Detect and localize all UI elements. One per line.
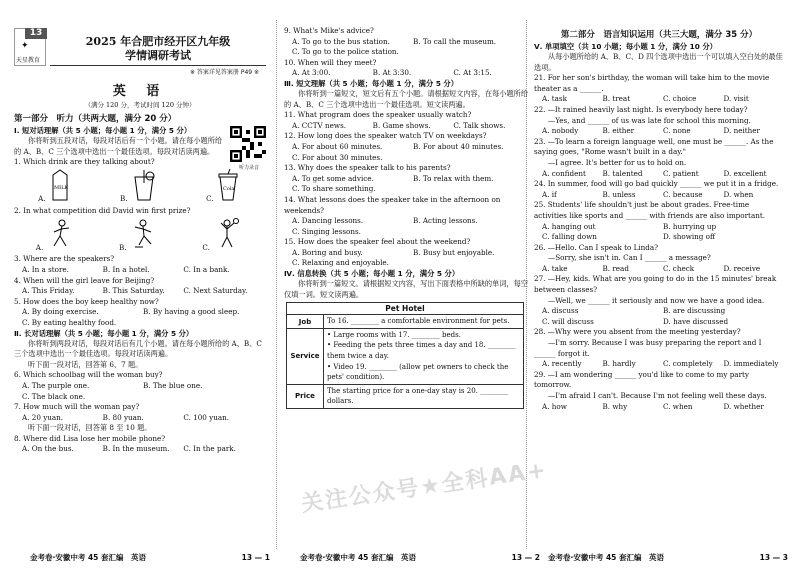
question-29: 29. —I am wondering ______ you'd like to come to my party tomorrow. <box>534 369 749 390</box>
part1-heading: 第一部分 听力（共两大题，满分 20 分） <box>14 114 177 124</box>
exam-header <box>14 28 266 66</box>
question-21-options: A. task B. treat C. choice D. visit <box>542 94 749 104</box>
question-11: 11. What program does the speaker usually watch? <box>284 110 472 120</box>
question-29-options: A. how B. why C. when D. whether <box>542 401 764 411</box>
question-11-options: A. CCTV news. B. Game shows. C. Talk shows. <box>292 120 506 130</box>
option-c-cola[interactable]: C. Cola <box>206 169 240 205</box>
pet-hotel-table <box>286 302 524 409</box>
section-5-heading: Ⅴ. 单项填空（共 10 小题；每小题 1 分，满分 10 分） <box>534 42 717 51</box>
section-2-intro: 你将听到两段对话，每段对话后有几个小题。请在每小题所给的 A、B、C 三个选项中选出一个最佳选项。每段对话读两遍。 <box>14 338 262 359</box>
question-24-options: A. if B. unless C. because D. when <box>542 189 754 199</box>
question-22-reply: —Yes, and ______ of us was late for school this morning. <box>548 115 751 125</box>
question-5-option-c: C. By eating healthy food. <box>22 317 117 327</box>
question-10: 10. When will they meet? <box>284 57 377 67</box>
question-8-options: A. On the bus. B. In the museum. C. In the park. <box>22 444 236 454</box>
juice-glass-icon <box>130 169 158 201</box>
page-number: 13 — 1 <box>241 553 270 562</box>
option-b-skating[interactable]: B. <box>119 218 159 254</box>
service-item-3[interactable]: • Video 19. ________ (allow pet owners to check the pets' condition). <box>327 362 509 382</box>
question-23: 23. —To learn a foreign language well, one must be ______. As the saying goes, "Rome wasn't built in a day." <box>534 136 774 157</box>
question-7-options: A. 20 yuan. B. 80 yuan. C. 100 yuan. <box>22 412 230 422</box>
section-4-heading: Ⅳ. 信息转换（共 5 小题；每小题 1 分，满分 5 分） <box>284 269 460 279</box>
question-8: 8. Where did Lisa lose her mobile phone? <box>14 433 166 443</box>
question-14-option-c: C. Singing lessons. <box>292 226 361 236</box>
question-5: 5. How does the boy keep healthy now? <box>14 296 159 306</box>
page-number: 13 — 3 <box>759 553 788 562</box>
question-26: 26. —Hello. Can I speak to Linda? <box>534 242 659 252</box>
question-28: 28. —Why were you absent from the meeting yesterday? <box>534 327 741 337</box>
page-number: 13 — 2 <box>511 553 540 562</box>
milk-carton-icon <box>48 169 72 201</box>
exam-title-line2: 学情调研考试 <box>125 49 191 62</box>
question-23-options: A. confident B. talented C. patient D. excellent <box>542 168 767 178</box>
table-row <box>287 328 524 384</box>
column-1 <box>14 110 264 455</box>
dialog-2-note: 听下面一段对话，回答第 8 至 10 题。 <box>28 423 152 433</box>
question-12: 12. How long does the speaker watch TV on weekdays? <box>284 131 487 141</box>
table-row <box>287 315 524 329</box>
question-9: 9. What's Mike's advice? <box>284 26 374 35</box>
exam-number-badge: 13 <box>25 28 47 39</box>
question-13-option-c: C. To share something. <box>292 184 376 194</box>
section-1-intro: 你将听到五段对话，每段对话后有一个小题。请在每小题所给的 A、B、C 三个选项中选出一个最佳选项。每段对话读两遍。 <box>14 136 223 156</box>
question-24: 24. In summer, food will go bad quickly ______ we put it in a fridge. <box>534 179 779 189</box>
page-footer: 金考卷·安徽中考 45 套汇编 英语 13 — 3 <box>548 553 788 562</box>
service-item-1[interactable]: • Large rooms with 17. ________ beds. <box>327 330 461 339</box>
cola-cup-icon <box>216 169 240 201</box>
job-cell[interactable]: To 16. ________ a comfortable environment for pets. <box>324 315 524 329</box>
brand-logo <box>14 28 46 66</box>
question-25-options-2: C. falling down D. showing off <box>542 232 716 242</box>
qr-caption: 听力录音 <box>238 165 259 171</box>
column-divider <box>276 20 277 549</box>
section-1-heading: Ⅰ. 短对话理解（共 5 小题；每小题 1 分，满分 5 分） <box>14 126 192 135</box>
option-a-running[interactable]: A. <box>36 218 76 254</box>
running-icon <box>46 218 76 250</box>
question-9-options: A. To go to the bus station. B. To call the museum. <box>292 36 497 46</box>
question-12-option-c: C. For about 30 minutes. <box>292 152 383 162</box>
question-27: 27. —Hey, kids. What are you going to do in the 15 minutes' break between classes? <box>534 274 777 295</box>
question-9-option-c: C. To go to the police station. <box>292 47 399 57</box>
question-21: 21. For her son's birthday, the woman will take him to the movie theater as a ______. <box>534 73 770 93</box>
question-4: 4. When will the girl leave for Beijing? <box>14 275 155 285</box>
price-cell[interactable]: The starting price for a one-day stay is 20. ________ dollars. <box>324 384 524 408</box>
question-25: 25. Students' life shouldn't just be about grades. Free-time activities like sports and ______ with friends are also important. <box>534 200 766 220</box>
question-3: 3. Where are the speakers? <box>14 254 115 264</box>
question-1: 1. Which drink are they talking about? <box>14 157 155 167</box>
answer-reference: ※ 答案详见答案册 P49 ※ <box>190 69 260 76</box>
section-5-intro: 从每小题所给的 A、B、C、D 四个选项中选出一个可以填入空白处的最佳选项。 <box>534 52 783 72</box>
question-12-options: A. For about 60 minutes. B. For about 40 minutes. <box>292 141 504 151</box>
question-6-options: A. The purple one. B. The blue one. <box>22 380 203 390</box>
row-label-price: Price <box>287 384 324 408</box>
question-14: 14. What lessons does the speaker take in the afternoon on weekends? <box>284 194 501 215</box>
row-label-service: Service <box>287 328 324 384</box>
service-cell <box>324 328 524 384</box>
question-23-reply: —I agree. It's better for us to hold on. <box>548 157 687 167</box>
question-13-options: A. To get some advice. B. To relax with them. <box>292 173 494 183</box>
option-c-basketball[interactable]: C. <box>202 218 242 254</box>
question-10-options: A. At 3:00. B. At 3:30. C. At 3:15. <box>292 68 492 78</box>
question-7: 7. How much will the woman pay? <box>14 402 140 412</box>
header-rule <box>50 65 266 66</box>
column-3 <box>534 26 784 412</box>
question-3-options: A. In a store. B. In a hotel. C. In a bank. <box>22 264 230 274</box>
question-29-reply: —I'm afraid I can't. Because I'm not feeling well these days. <box>548 391 767 400</box>
watermark: 关注公众号★全科AA+ <box>299 457 550 518</box>
question-26-options: A. take B. read C. check D. receive <box>542 263 761 273</box>
question-27-options: A. discuss B. are discussing <box>542 306 726 316</box>
question-28-reply: —I'm sorry. Because I was busy preparing the report and I ______ forgot it. <box>534 338 762 358</box>
question-2: 2. In what competition did David win first prize? <box>14 205 191 215</box>
option-b-juice[interactable]: B. <box>120 169 158 205</box>
page-footer: 金考卷·安徽中考 45 套汇编 英语 13 — 2 <box>300 553 540 562</box>
basketball-icon <box>212 218 242 250</box>
star-icon: ✦ <box>21 41 29 51</box>
service-item-2[interactable]: • Feeding the pets three times a day and 18. ________ them twice a day. <box>327 341 516 361</box>
table-row <box>287 384 524 408</box>
dialog-1-note: 听下面一段对话，回答第 6、7 题。 <box>28 359 143 369</box>
exam-title-line1: 2025 年合肥市经开区九年级 <box>85 35 231 48</box>
subject-title: 英 语 <box>112 84 168 99</box>
question-14-options: A. Dancing lessons. B. Acting lessons. <box>292 216 478 226</box>
section-4-intro: 你将听到一篇短文。请根据短文内容，写出下面表格中所缺的单词，每空仅填一词。短文读两遍。 <box>284 279 529 299</box>
question-15-options: A. Boring and busy. B. Busy but enjoyable. <box>292 247 495 257</box>
question-6-option-c: C. The black one. <box>22 391 86 401</box>
question-2-pictures <box>14 217 264 253</box>
skating-icon <box>129 218 159 250</box>
svg-text:Cola: Cola <box>222 185 235 192</box>
question-15: 15. How does the speaker feel about the weekend? <box>284 237 471 247</box>
question-22-options: A. nobody B. either C. none D. neither <box>542 126 760 136</box>
question-27-reply: —Well, we ______ it seriously and now we have a good idea. <box>548 295 765 305</box>
svg-text:MILK: MILK <box>53 184 69 191</box>
part2-heading: 第二部分 语言知识运用（共三大题，满分 35 分） <box>560 30 758 40</box>
score-info: （满分 120 分，考试时间 120 分钟） <box>84 101 196 109</box>
question-26-reply: —Sorry, she isn't in. Can I ______ a message? <box>548 253 711 263</box>
section-2-heading: Ⅱ. 长对话理解（共 5 小题；每小题 1 分，满分 5 分） <box>14 328 194 338</box>
question-27-options-2: C. will discuss D. have discussed <box>542 316 729 326</box>
question-22: 22. —It rained heavily last night. Is everybody here today? <box>534 104 748 114</box>
page-footer: 金考卷·安徽中考 45 套汇编 英语 13 — 1 <box>30 553 270 562</box>
column-2 <box>284 26 534 409</box>
question-1-pictures <box>14 169 264 205</box>
section-3-intro: 你将听到一篇短文，短文后有五个小题。请根据短文内容，在每小题所给的 A、B、C 三个选项中选出一个最佳选项。短文读两遍。 <box>284 88 529 109</box>
question-5-options: A. By doing exercise. B. By having a good sleep. <box>22 307 240 317</box>
row-label-job: Job <box>287 315 324 329</box>
question-6: 6. Which schoolbag will the woman buy? <box>14 370 163 380</box>
option-a-milk[interactable]: A. MILK <box>38 169 72 205</box>
table-title: Pet Hotel <box>287 303 524 315</box>
section-3-heading: Ⅲ. 短文理解（共 5 小题；每小题 1 分，满分 5 分） <box>284 78 459 88</box>
question-15-option-c: C. Relaxing and enjoyable. <box>292 258 389 268</box>
brand-name: 天星教育 <box>16 57 41 64</box>
question-13: 13. Why does the speaker talk to his parents? <box>284 163 451 173</box>
question-4-options: A. This Friday. B. This Saturday. C. Next Saturday. <box>22 286 248 296</box>
question-25-options: A. hanging out B. hurrying up <box>542 221 717 231</box>
question-28-options: A. recently B. hardly C. completely D. immediately <box>542 359 779 369</box>
